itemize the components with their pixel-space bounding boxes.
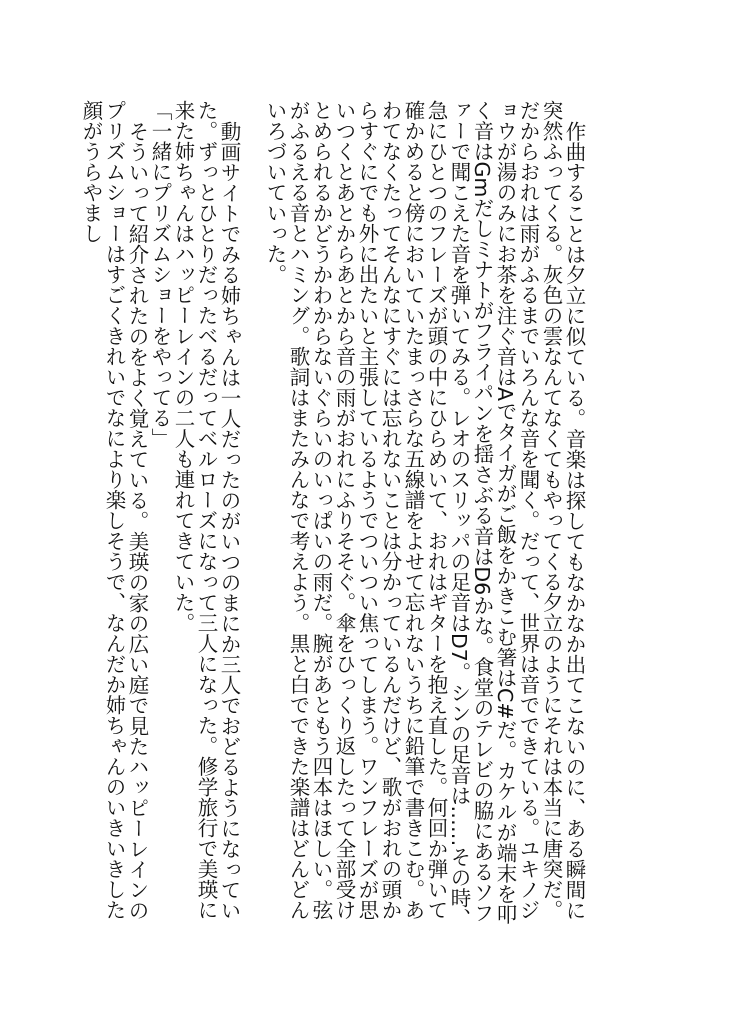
dialogue-line: 「一緒にプリズムショーをやってる」 — [148, 100, 172, 449]
text-block-sister — [79, 100, 241, 930]
paragraph: 動画サイトでみる姉ちゃんは一人だったのがいつのまにか三人でおどるようになっていた。ずっとひとりだったベるだってベルローズになって三人になった。修学旅行で美瑛に来た姉ちゃんはハッピーレインの二人も連れてきていた。 — [171, 100, 241, 920]
paragraph: そういって紹介されたのをよく覚えている。美瑛の家の広い庭で見たハッピーレインのプリズムショーはすごくきれいでなにより楽しそうで、なんだか姉ちゃんのいきいきした顔がうらやまし — [79, 100, 149, 920]
paragraph: 作曲することは夕立に似ている。音楽は探してもなかなか出てこないのに、ある瞬間に突然ふってくる。灰色の雲なんてなくてもやってくる夕立のようにそれは本当に唐突だ。だからおれは雨がふるまでいろんな音を聞く。だって、世界は音でできている。ユキノジョウが湯のみにお茶を注ぐ音はAでタイガがご飯をかきこむ箸はC#だ。カケルが端末を叩く音はGmだしミナトがフライパンを揺さぶる音はD6かな。食堂のテレビの脇にあるソファーで聞こえた音を弾いてみる。レオのスリッパの足音はD7。シンの足音は……その時、急にひとつのフレーズが頭の中にひらめいて、おれはギターを抱え直した。何回か弾いて確かめると傍においていたまっさらな五線譜をよせて忘れないうちに鉛筆で書きこむ。あわてなくたってそんなにすぐには忘れないことは分かっているんだけど、歌がおれの頭からすぐにでも外に出たいと主張しているようでついつい焦ってしまう。ワンフレーズが思いつくとあとからあとから音の雨がおれにふりそそぐ。傘をひっくり返したって全部受けとめられるかどうかわからないぐらいのいっぱいの雨だ。腕があともう四本はほしい。弦がふるえる音とハミング。歌詞はまたみんなで考えよう。黒と白でできた楽譜はどんどんいろづいていった。 — [263, 100, 586, 929]
text-block-songwriting — [263, 100, 586, 930]
